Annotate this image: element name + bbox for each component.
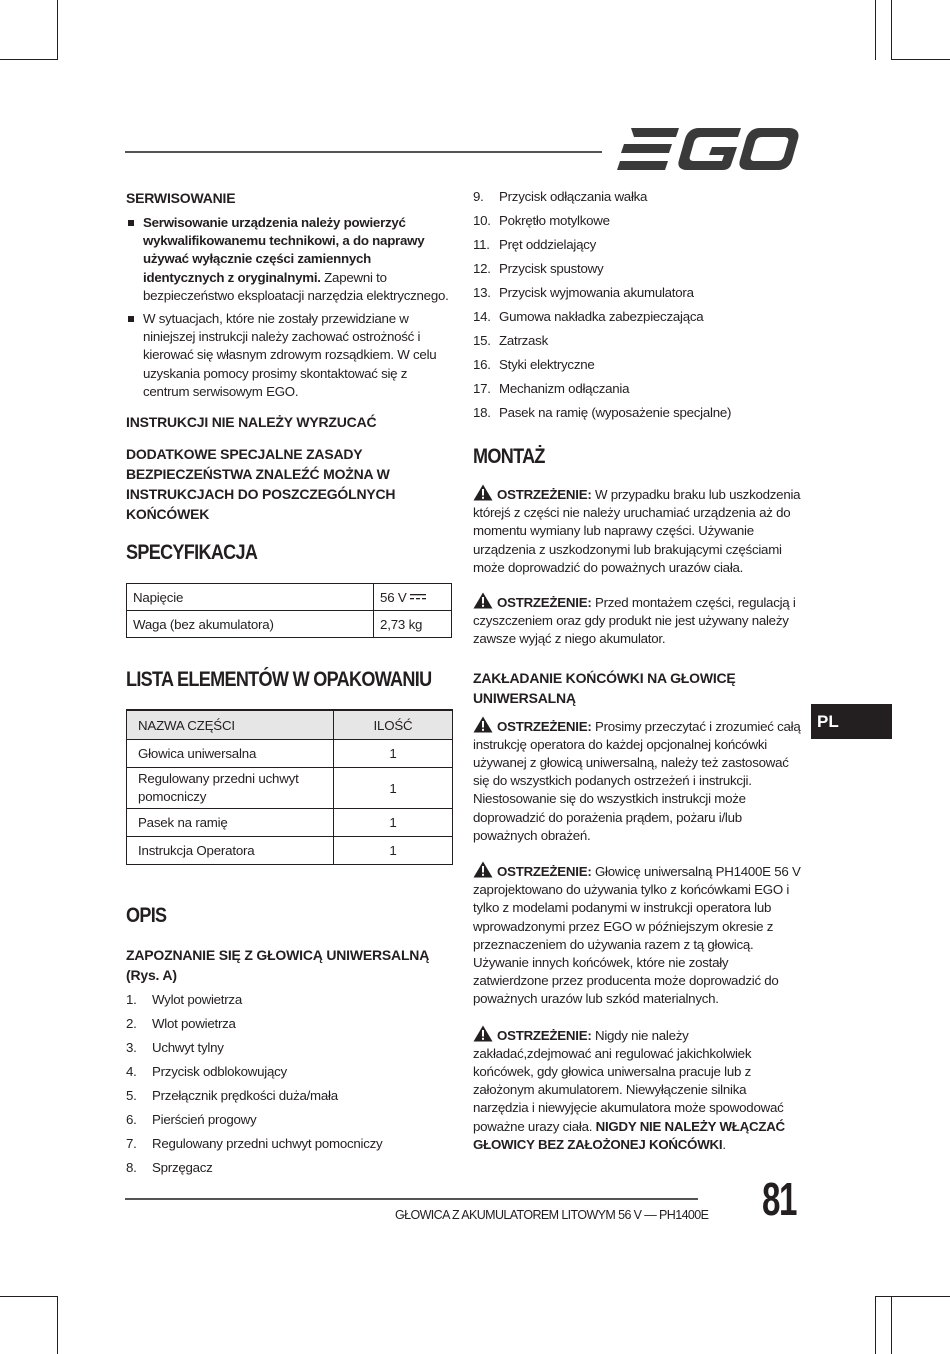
assembly-heading: MONTAŻ — [473, 445, 545, 468]
warning-label: OSTRZEŻENIE: — [497, 487, 592, 502]
crop-mark — [0, 1296, 58, 1297]
item-text: Pasek na ramię (wyposażenie specjalne) — [499, 405, 732, 420]
list-item — [473, 260, 801, 284]
qty-cell: 1 — [334, 837, 453, 865]
crop-mark — [0, 59, 58, 60]
right-column — [473, 188, 801, 1154]
table-row — [127, 611, 452, 638]
list-item — [473, 188, 801, 212]
part-cell: Głowica uniwersalna — [127, 740, 334, 768]
bullet-text: W sytuacjach, które nie zostały przewidziane w niniejszej instrukcji należy zachować ostrożność i kierować się własnym zdrowym rozsądkiem. W celu uzyskania pomocy prosimy skontaktować się z centrum serwisowym EGO. — [143, 311, 437, 399]
spec-table — [126, 583, 452, 638]
warning-triangle-icon — [473, 592, 493, 609]
part-cell: Pasek na ramię — [127, 809, 334, 837]
desc-heading: OPIS — [126, 904, 167, 928]
list-item — [126, 1015, 453, 1039]
item-number: 7. — [126, 1136, 137, 1152]
item-text: Pręt oddzielający — [499, 237, 597, 252]
item-number: 8. — [126, 1160, 137, 1176]
warning-paragraph — [473, 716, 801, 845]
packing-table — [126, 709, 453, 865]
item-number: 17. — [473, 381, 491, 396]
table-row — [127, 584, 452, 611]
item-text: Uchwyt tylny — [152, 1040, 224, 1056]
list-item — [126, 1111, 453, 1135]
attach-heading: ZAKŁADANIE KOŃCÓWKI NA GŁOWICĘ UNIWERSALNĄ — [473, 669, 736, 706]
crop-mark — [875, 1296, 876, 1354]
crop-mark — [891, 1296, 892, 1354]
warning-text: Głowicę uniwersalną PH1400E 56 V zaprojektowano do używania tylko z końcówkami EGO i tylko z modelami podanymi w instrukcji operatora lub wprowadzonymi przez EGO w późniejszym okresie z przeznaczeniem do używania razem z tą głowicą. Używanie innych końcówek, które nie zostały zatwierdzone przez producenta może doprowadzić do poważnych urazów lub szkód materialnych. — [473, 864, 801, 1007]
warning-paragraph — [473, 484, 801, 577]
list-item — [126, 991, 453, 1015]
parts-list — [126, 991, 453, 1183]
item-number: 2. — [126, 1016, 137, 1032]
warning-label: OSTRZEŻENIE: — [497, 1027, 592, 1043]
item-number: 12. — [473, 261, 491, 276]
item-text: Przycisk odblokowujący — [152, 1064, 287, 1080]
item-text: Przełącznik prędkości duża/mała — [152, 1088, 338, 1104]
spec-value: 2,73 kg — [374, 611, 452, 638]
item-text: Mechanizm odłączania — [499, 381, 630, 396]
spec-label: Waga (bez akumulatora) — [127, 611, 374, 638]
voltage-value: 56 V — [380, 589, 407, 605]
qty-cell: 1 — [334, 740, 453, 768]
item-text: Zatrzask — [499, 333, 548, 348]
warning-label: OSTRZEŻENIE: — [497, 718, 592, 734]
header-rule — [125, 151, 602, 153]
item-number: 6. — [126, 1112, 137, 1128]
warning-paragraph — [473, 1025, 801, 1154]
item-text: Przycisk spustowy — [499, 261, 604, 276]
qty-cell: 1 — [334, 768, 453, 809]
crop-mark — [875, 1296, 950, 1297]
item-text: Pierścień progowy — [152, 1112, 257, 1128]
warning-bold-text: NIGDY NIE NALEŻY WŁĄCZAĆ GŁOWICY BEZ ZAŁOŻONEJ KOŃCÓWKI — [473, 1118, 785, 1152]
item-text: Wlot powietrza — [152, 1016, 236, 1032]
item-text: Pokrętło motylkowe — [499, 213, 610, 228]
warning-triangle-icon — [473, 484, 493, 501]
list-item — [126, 1087, 453, 1111]
item-text: Wylot powietrza — [152, 992, 242, 1008]
item-number: 5. — [126, 1088, 137, 1104]
table-row — [127, 768, 453, 809]
item-number: 16. — [473, 357, 491, 372]
crop-mark — [57, 1296, 58, 1354]
crop-mark — [891, 59, 950, 60]
warning-triangle-icon — [473, 716, 493, 733]
item-text: Przycisk odłączania wałka — [499, 189, 648, 204]
desc-subheading: ZAPOZNANIE SIĘ Z GŁOWICĄ UNIWERSALNĄ (Rys. A) — [126, 947, 430, 984]
packing-heading: LISTA ELEMENTÓW W OPAKOWANIU — [126, 668, 432, 692]
item-number: 4. — [126, 1064, 137, 1080]
list-item — [126, 1039, 453, 1063]
warning-paragraph — [473, 592, 801, 649]
item-number: 9. — [473, 189, 484, 204]
keep-manual-heading: INSTRUKCJI NIE NALEŻY WYRZUCAĆ — [126, 414, 377, 431]
left-column — [126, 188, 453, 1183]
item-number: 14. — [473, 309, 491, 324]
item-number: 10. — [473, 213, 491, 228]
table-row — [127, 837, 453, 865]
warning-text: Prosimy przeczytać i zrozumieć całą instrukcję operatora do każdej opcjonalnej końcówki używanej z głowicą uniwersalną, należy też zastosować się do wszystkich podanych ostrzeżeń i instrukcji. Niestosowanie się do wszystkich instrukcji może doprowadzić do porażenia prądem, pożaru i/lub poważnych obrażeń. — [473, 718, 801, 843]
list-item — [473, 332, 801, 356]
list-item — [126, 1135, 453, 1159]
warning-text: Przed montażem części, regulacją i czyszczeniem oraz gdy produkt nie jest używany należy zawsze wyjąć z niego akumulator. — [473, 595, 796, 647]
list-item — [473, 380, 801, 404]
crop-mark — [875, 0, 876, 60]
table-row — [127, 740, 453, 768]
list-item — [473, 236, 801, 260]
spec-value — [374, 584, 452, 611]
warning-label: OSTRZEŻENIE: — [497, 595, 592, 611]
service-bullet — [126, 214, 453, 305]
warning-triangle-icon — [473, 861, 493, 878]
spec-heading: SPECYFIKACJA — [126, 541, 258, 565]
list-item — [473, 404, 801, 428]
item-text: Styki elektryczne — [499, 357, 595, 372]
qty-cell: 1 — [334, 809, 453, 837]
crop-mark — [891, 0, 892, 60]
parts-list-continued — [473, 188, 801, 428]
col-part-header: NAZWA CZĘŚCI — [127, 710, 334, 740]
spec-label: Napięcie — [127, 584, 374, 611]
bullet-bold: Serwisowanie urządzenia należy powierzyć wykwalifikowanemu technikowi, a do naprawy używać wyłącznie części zamiennych identycznych z oryginalnymi. — [143, 215, 425, 285]
part-cell: Instrukcja Operatora — [127, 837, 334, 865]
warning-triangle-icon — [473, 1025, 493, 1042]
page-number: 81 — [762, 1173, 796, 1225]
item-text: Przycisk wyjmowania akumulatora — [499, 285, 694, 300]
service-bullet — [126, 310, 453, 401]
warning-label: OSTRZEŻENIE: — [497, 864, 592, 880]
part-cell: Regulowany przedni uchwyt pomocniczy — [127, 768, 334, 809]
footer-rule — [125, 1198, 698, 1200]
item-text: Regulowany przedni uchwyt pomocniczy — [152, 1136, 383, 1152]
service-heading: SERWISOWANIE — [126, 190, 236, 206]
warning-paragraph — [473, 861, 801, 1009]
crop-mark — [57, 0, 58, 60]
item-number: 1. — [126, 992, 137, 1008]
additional-rules-heading: DODATKOWE SPECJALNE ZASADY BEZPIECZEŃSTWA ZNALEŹĆ MOŻNA W INSTRUKCJACH DO POSZCZEGÓLNYCH KOŃCÓWEK — [126, 446, 396, 523]
item-text: Sprzęgacz — [152, 1160, 213, 1176]
list-item — [473, 284, 801, 308]
ego-logo — [617, 128, 799, 170]
warning-end: . — [722, 1136, 726, 1152]
table-row — [127, 809, 453, 837]
list-item — [126, 1063, 453, 1087]
col-qty-header: ILOŚĆ — [334, 710, 453, 740]
list-item — [473, 356, 801, 380]
item-number: 15. — [473, 333, 491, 348]
item-number: 11. — [473, 237, 490, 252]
list-item — [473, 212, 801, 236]
bullet-text: Zapewni to bezpieczeństwo eksploatacji narzędzia elektrycznego. — [143, 269, 449, 303]
item-number: 3. — [126, 1040, 137, 1056]
footer-text: GŁOWICA Z AKUMULATOREM LITOWYM 56 V — PH1400E — [395, 1208, 709, 1222]
list-item — [126, 1159, 453, 1183]
warning-text: W przypadku braku lub uszkodzenia którejś z części nie należy uruchamiać urządzenia aż do momentu wymiany lub naprawy części. Używanie urządzenia z uszkodzonymi lub brakującymi częściami może doprowadzić do poważnych urazów ciała. — [473, 487, 801, 575]
language-tab: PL — [811, 704, 892, 739]
item-number: 13. — [473, 285, 491, 300]
service-bullets — [126, 214, 453, 401]
dc-symbol-icon — [410, 593, 426, 601]
warning-text: Nigdy nie należy zakładać,zdejmować ani regulować jakichkolwiek końcówek, gdy głowica uniwersalna pracuje lub z założonym akumulatorem. Niewyłączenie silnika narzędzia i niewyjęcie akumulatora może spowodować poważne urazy ciała. — [473, 1027, 784, 1134]
list-item — [473, 308, 801, 332]
item-text: Gumowa nakładka zabezpieczająca — [499, 309, 704, 324]
item-number: 18. — [473, 405, 491, 420]
table-header-row — [127, 710, 453, 740]
